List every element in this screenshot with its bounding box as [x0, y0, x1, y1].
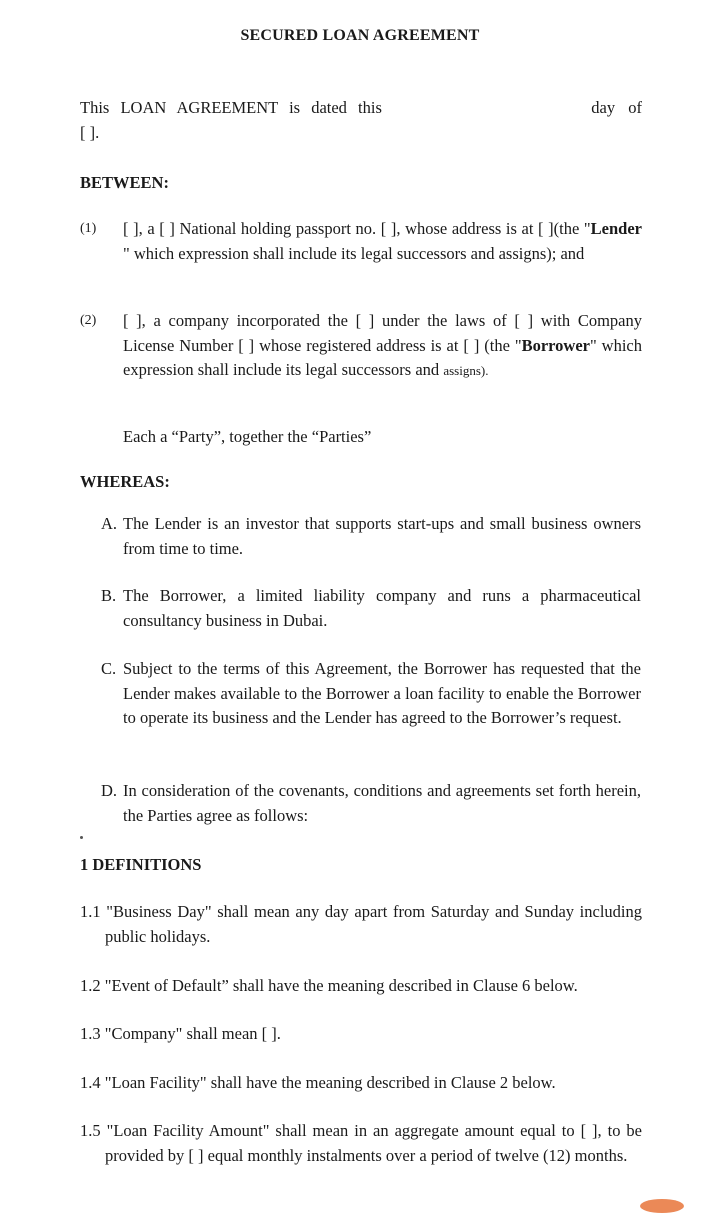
definition-text: 1.1 "Business Day" shall mean any day apart from Saturday and Sunday including public holidays. — [80, 902, 642, 946]
definition-1-3 — [80, 1022, 642, 1047]
recital-text: Subject to the terms of this Agreement, the Borrower has requested that the Lender makes available to the Borrower a loan facility to enable the Borrower to operate its business and the Lender has agreed to the Borrower’s request. — [123, 659, 641, 727]
definition-1-2 — [80, 974, 642, 999]
each-party-line: Each a “Party”, together the “Parties” — [123, 427, 372, 446]
recital-text: In consideration of the covenants, conditions and agreements set forth herein, the Parties agree as follows: — [123, 781, 641, 825]
dated-line-left: This LOAN AGREEMENT is dated this — [80, 98, 382, 117]
party-number: (1) — [80, 221, 97, 236]
definition-text: 1.4 "Loan Facility" shall have the meaning described in Clause 2 below. — [80, 1073, 556, 1092]
dated-placeholder: [ ]. — [80, 123, 100, 142]
definition-1-4 — [80, 1071, 642, 1096]
document-title: SECURED LOAN AGREEMENT — [240, 27, 480, 44]
definition-1-5 — [80, 1119, 642, 1168]
party-text: [ ], a [ ] National holding passport no. [ ], whose address is at [ ](the "Lender " which expression shall include its legal successors and assigns); and — [123, 219, 642, 263]
definitions-heading: 1 DEFINITIONS — [80, 855, 202, 874]
definition-text: 1.2 "Event of Default” shall have the meaning described in Clause 6 below. — [80, 976, 578, 995]
recital-a — [101, 512, 641, 561]
whereas-heading: WHEREAS: — [80, 472, 170, 491]
party-text: [ ], a company incorporated the [ ] under the laws of [ ] with Company License Number [ ] whose registered address is at [ ] (the "Borrower" which expression shall include its legal successors and assigns). — [123, 311, 642, 379]
borrower-term: Borrower — [521, 335, 590, 355]
recital-text: The Borrower, a limited liability company and runs a pharmaceutical consultancy business in Dubai. — [123, 586, 641, 630]
definition-text: 1.5 "Loan Facility Amount" shall mean in an aggregate amount equal to [ ], to be provided by [ ] equal monthly instalments over a period of twelve (12) months. — [80, 1121, 642, 1165]
recital-text: The Lender is an investor that supports start-ups and small business owners from time to time. — [123, 514, 641, 558]
between-heading: BETWEEN: — [80, 173, 169, 192]
party-1 — [80, 217, 642, 266]
recital-label: C. — [101, 659, 117, 678]
recital-label: D. — [101, 781, 118, 800]
page-corner-mark — [640, 1199, 684, 1213]
recital-c — [101, 657, 641, 731]
party-number: (2) — [80, 313, 97, 328]
recital-label: A. — [101, 514, 118, 533]
recital-label: B. — [101, 586, 117, 605]
party-2 — [80, 309, 642, 384]
dated-line — [80, 96, 642, 121]
definition-text: 1.3 "Company" shall mean [ ]. — [80, 1024, 281, 1043]
stray-dot — [80, 836, 83, 839]
dated-line-right: day of — [591, 98, 642, 117]
recital-d — [101, 779, 641, 828]
lender-term: Lender — [590, 219, 642, 238]
definition-1-1 — [80, 900, 642, 949]
recital-b — [101, 584, 641, 633]
